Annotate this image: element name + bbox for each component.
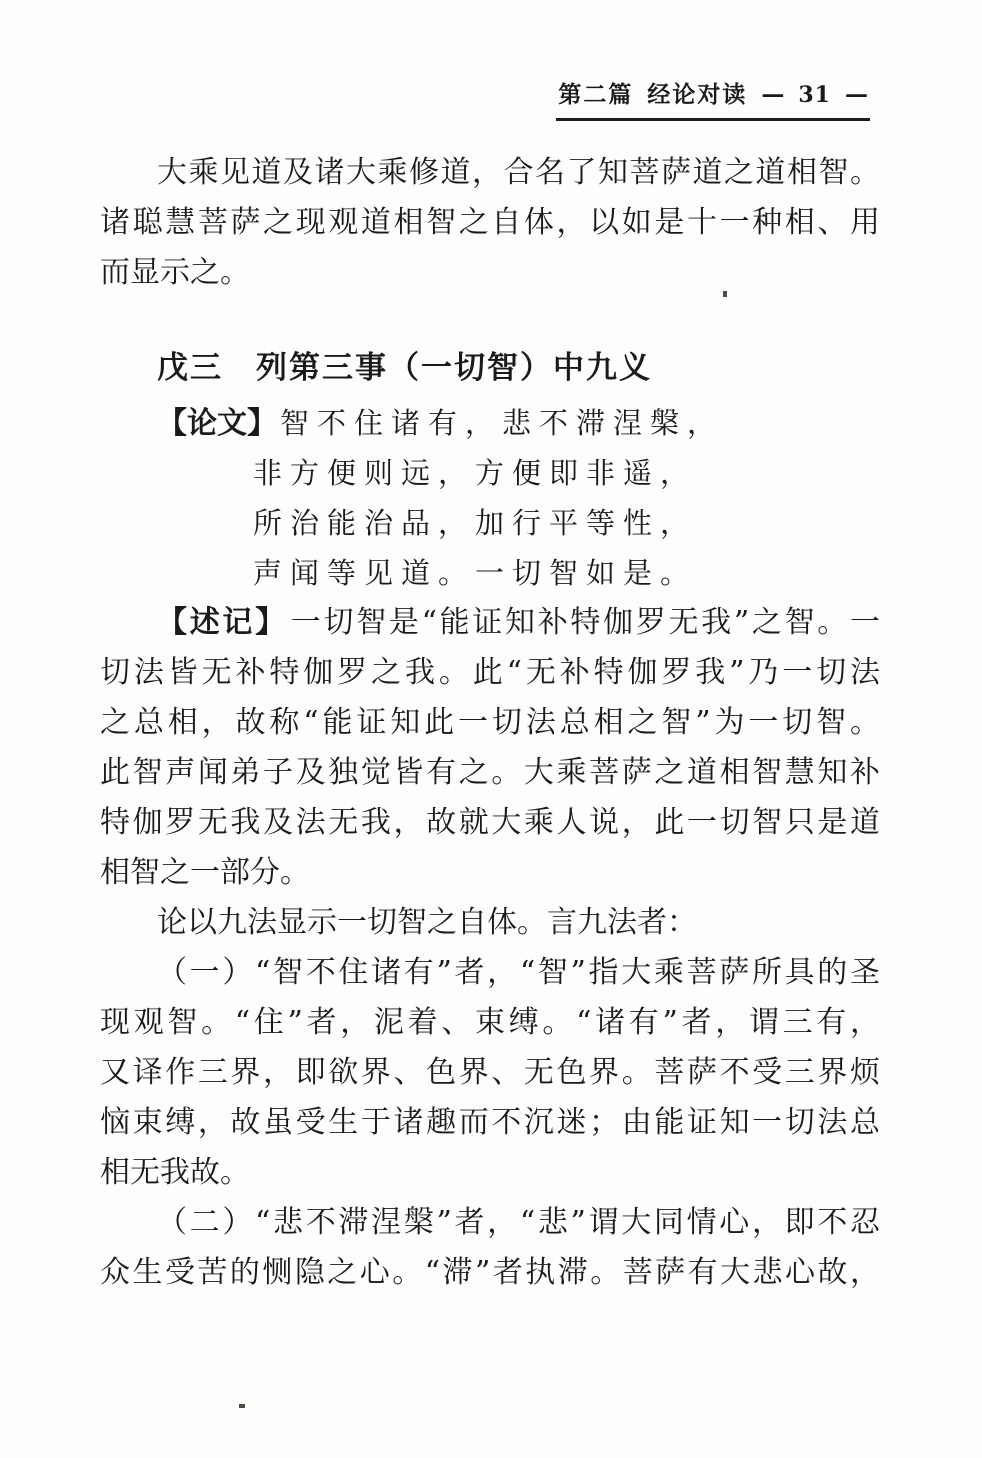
intro-line: 而显示之。 <box>100 255 250 290</box>
point-two-line: 众生受苦的恻隐之心。“滞”者执滞。菩萨有大悲心故， <box>100 1255 880 1290</box>
commentary-line: 特伽罗无我及法无我，故就大乘人说，此一切智只是道 <box>100 805 880 840</box>
commentary-line: 切法皆无补特伽罗之我。此“无补特伽罗我”乃一切法 <box>100 655 880 690</box>
intro-line: 大乘见道及诸大乘修道，合名了知菩萨道之道相智。 <box>157 155 880 190</box>
verse-line: 所治能治品，加行平等性， <box>253 506 698 540</box>
paragraph-gap <box>100 298 880 343</box>
shuji-label: 【述记】 <box>157 605 288 640</box>
commentary-line: 之总相，故称“能证知此一切法总相之智”为一切智。 <box>100 705 880 740</box>
text-column <box>100 148 880 1298</box>
verse-text: 智不住诸有，悲不滞涅槃， <box>280 406 725 440</box>
section-heading: 戊三 列第三事（一切智）中九义 <box>157 350 652 386</box>
point-one-line: （一）“智不住诸有”者，“智”指大乘菩萨所具的圣 <box>157 955 880 990</box>
point-one-line: 又译作三界，即欲界、色界、无色界。菩萨不受三界烦 <box>100 1055 880 1090</box>
point-one-line: 相无我故。 <box>100 1155 250 1190</box>
page-header <box>556 76 870 121</box>
header-dash-right: — <box>845 81 868 108</box>
point-two-line: （二）“悲不滞涅槃”者，“悲”谓大同情心，即不忍 <box>157 1205 880 1240</box>
intro-line: 诸聪慧菩萨之现观道相智之自体，以如是十一种相、用 <box>100 205 880 240</box>
lunwen-label: 【论文】 <box>157 406 277 441</box>
page-number: 31 <box>798 82 831 108</box>
commentary-line: 相智之一部分。 <box>100 855 310 890</box>
commentary-line: 此智声闻弟子及独觉皆有之。大乘菩萨之道相智慧知补 <box>100 755 880 790</box>
header-chapter-title: 经论对读 <box>647 81 748 108</box>
commentary-line <box>100 598 880 648</box>
verse-line: 非方便则远，方便即非遥， <box>253 456 698 490</box>
lead-in-line: 论以九法显示一切智之自体。言九法者： <box>157 905 697 940</box>
scan-speck <box>239 1404 245 1408</box>
point-one-line: 恼束缚，故虽受生于诸趣而不沉迷；由能证知一切法总 <box>100 1105 880 1140</box>
header-section-label: 第二篇 <box>558 81 634 108</box>
commentary-text: 一切智是“能证知补特伽罗无我”之智。一 <box>290 605 880 640</box>
verse-line <box>100 398 880 448</box>
verse-line: 声闻等见道。一切智如是。 <box>253 556 698 590</box>
scan-speck <box>723 291 727 297</box>
header-dash-left: — <box>761 81 785 108</box>
point-one-line: 现观智。“住”者，泥着、束缚。“诸有”者，谓三有， <box>100 1005 880 1040</box>
